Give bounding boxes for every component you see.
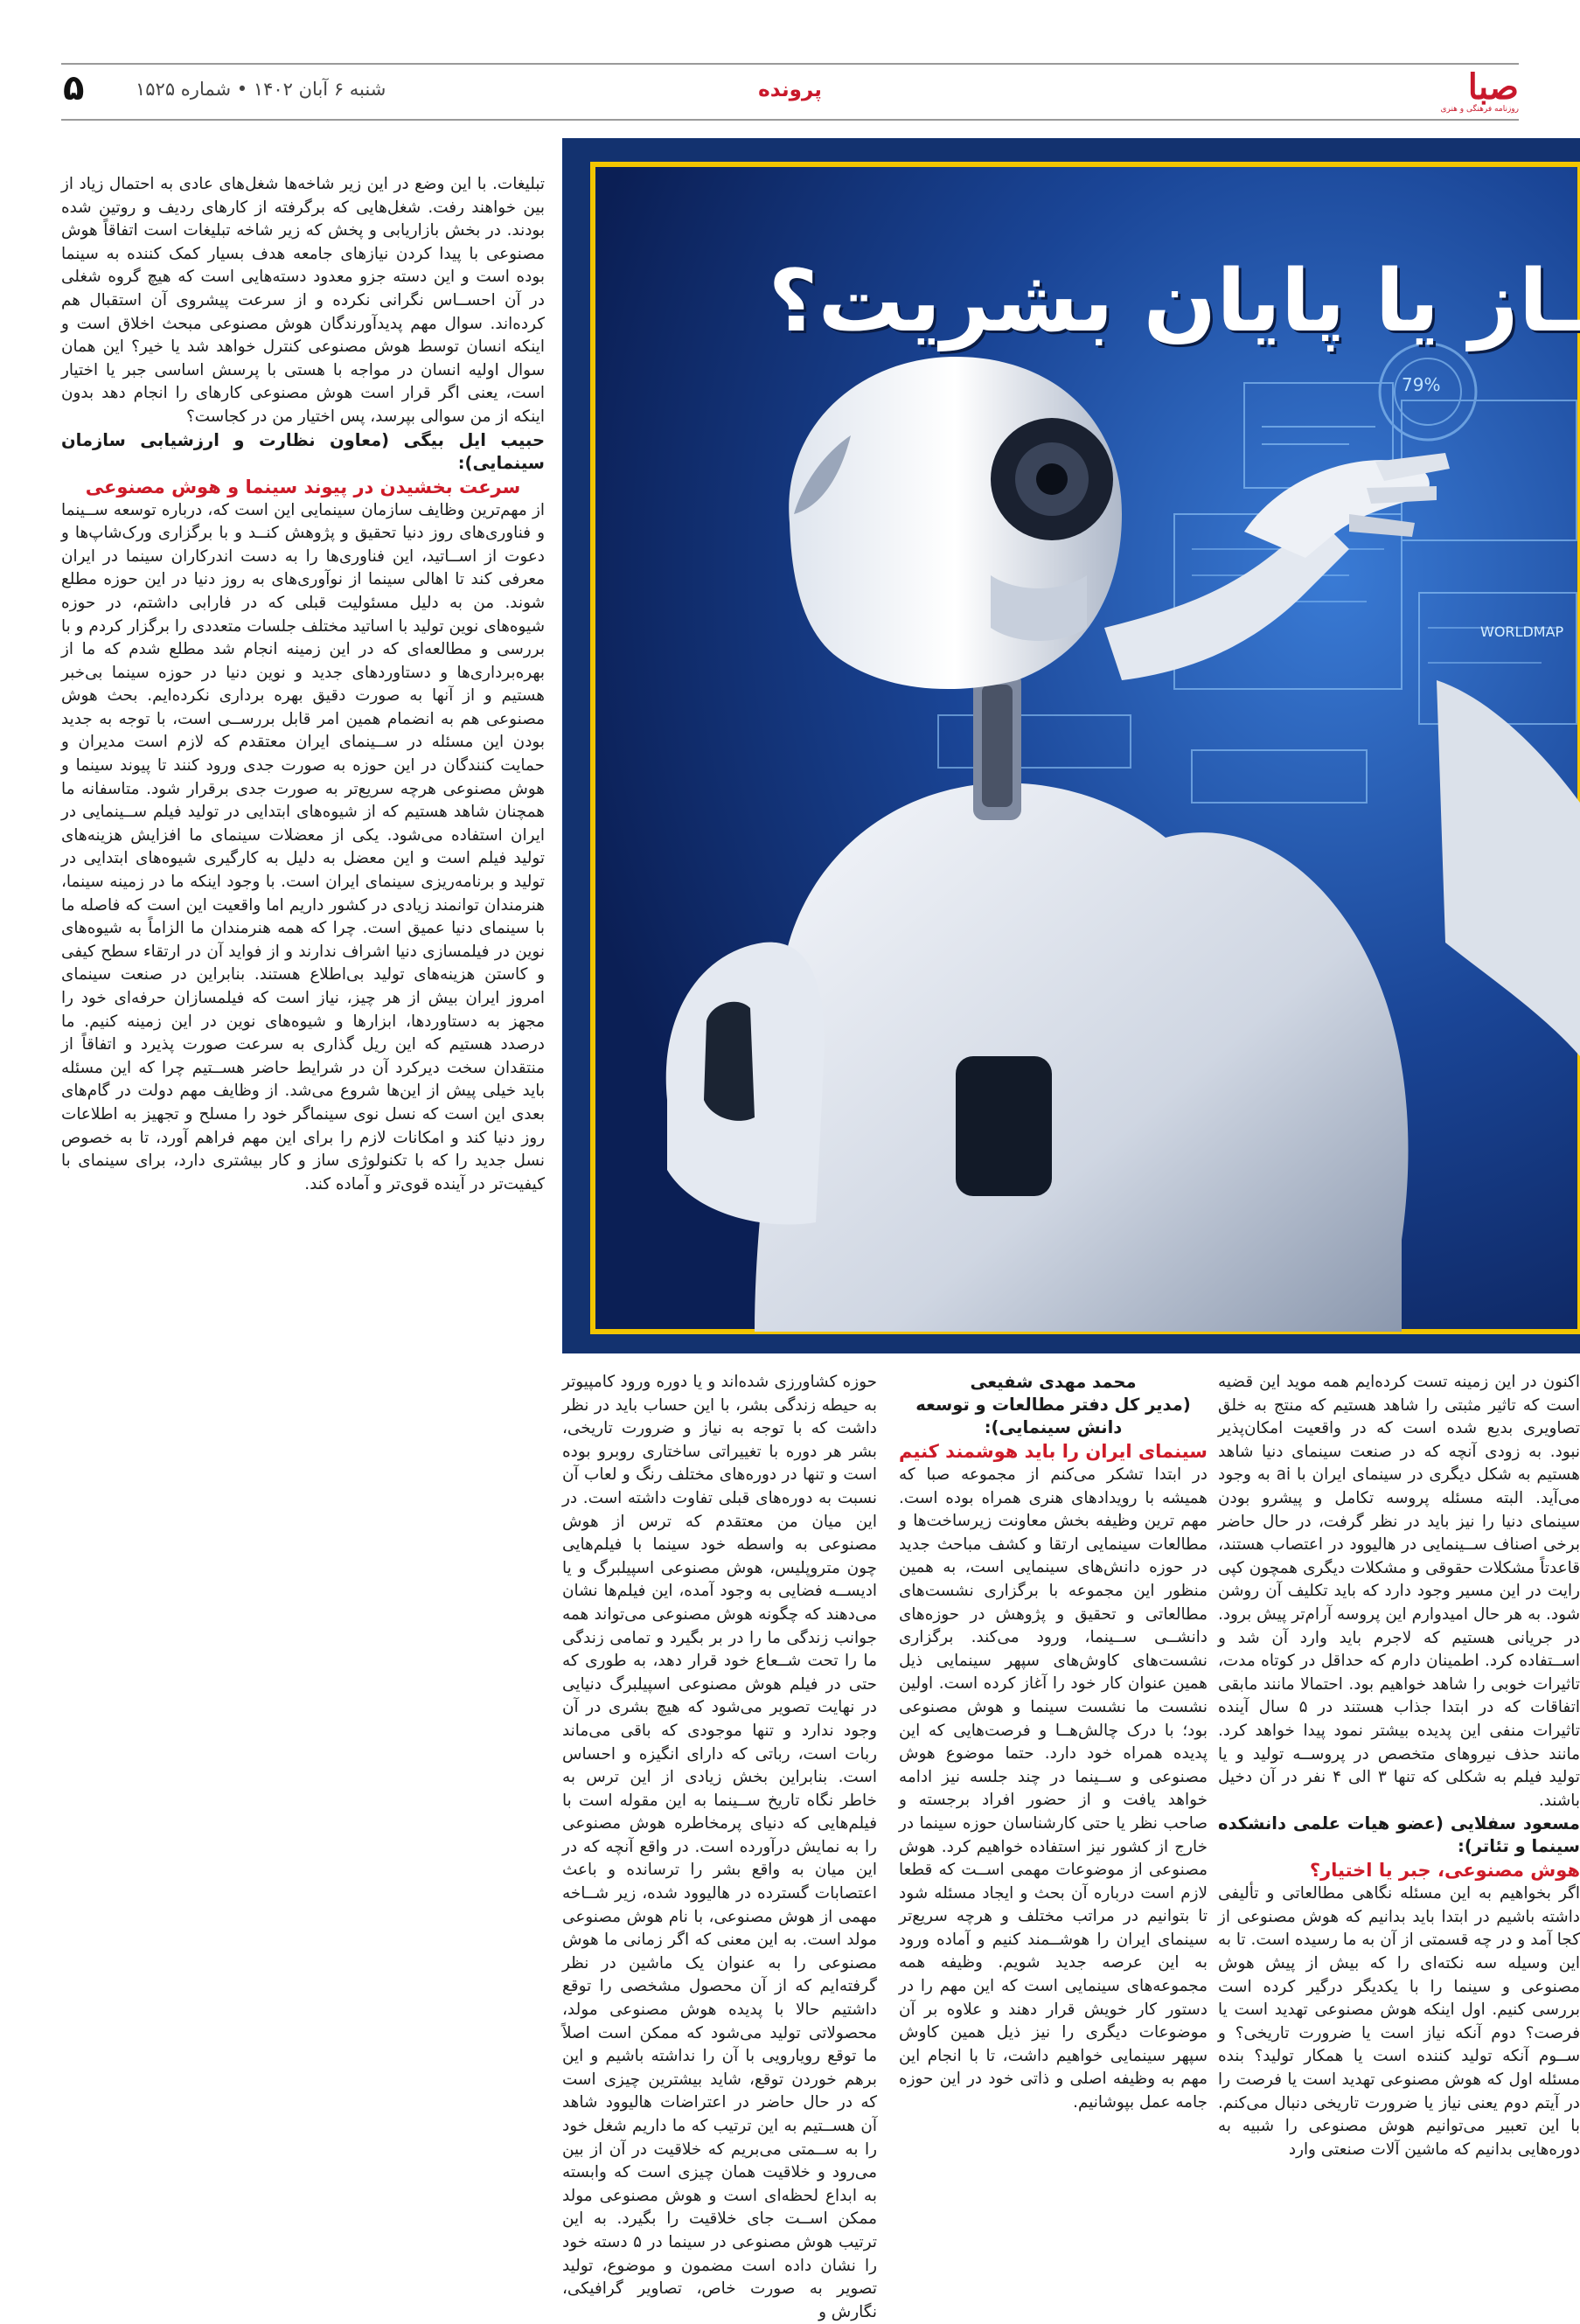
hologram-gauge: 79% <box>1402 374 1441 395</box>
logo-wordmark: صبا <box>1467 66 1519 108</box>
col3-author-role: (مدیر کل دفتر مطالعات و توسعه دانش سینمایی): <box>915 1395 1191 1437</box>
article-column-3 <box>899 1371 1208 2115</box>
col4-speaker: مسعود سفلایی (عضو هیات علمی دانشکده سینما و تئاتر): <box>1218 1813 1580 1857</box>
article-column-2 <box>562 1371 877 2324</box>
newspaper-logo <box>1396 66 1519 115</box>
col2-paragraph-1: حوزه کشاورزی شده‌اند و یا دوره ورود کامپیوتر به حیطه زندگی بشر، با این حساب باید در نظر داشت که با توجه به نیاز و ضرورت تاریخی، بشر هر دوره با تغییراتی ساختاری روبرو بوده است و تنها در دوره‌های مختلف رنگ و لعاب آن نسبت به دوره‌های قبلی تفاوت داشته است. در این میان من معتقدم که ترس از هوش مصنوعی به واسطه خود سینما با فیلم‌هایی چون متروپلیس، هوش مصنوعی اسپیلبرگ و یا ادیســه فضایی به وجود آمده، این فیلم‌ها نشان می‌دهند که چگونه هوش مصنوعی می‌تواند همه جوانب زندگی ما را در بر بگیرد و تمامی زندگی ما را تحت شــعاع خود قرار دهد، به طوری که حتی در فیلم هوش مصنوعی اسپیلبرگ دنیایی در نهایت تصویر می‌شود که هیچ بشری در آن وجود ندارد و تنها موجودی که باقی می‌ماند ربات است، رباتی که دارای انگیزه و احساس است. بنابراین بخش زیادی از این ترس به خاطر نگاه تاریخ ســینما به این مقوله است با فیلم‌هایی که دنیای پرمخاطره هوش مصنوعی را به نمایش درآورده است. در واقع آنچه که در این میان به واقع بشر را ترسانده و باعث اعتصابات گسترده در هالیوود شده، زیر شــاخه مهمی از هوش مصنوعی، با نام هوش مصنوعی مولد است. به این معنی که اگر زمانی ما هوش مصنوعی را به عنوان یک ماشین در نظر گرفته‌ایم که از آن محصول مشخصی را توقع داشتیم حالا با پدیده هوش مصنوعی مولد، محصولاتی تولید می‌شود که ممکن است اصلاً ما توقع رویارویی با آن را نداشته باشیم و این برهم خوردن توقع، شاید بیشترین چیزی است که در حال حاضر در اعتراضات هالیوود شاهد آن هســتیم به این ترتیب که ما داریم شغل خود را به ســمتی می‌بریم که خلاقیت در آن از بین می‌رود و خلاقیت همان چیزی است که وابسته به ابداع لحظه‌ای است و هوش مصنوعی مولد ممکن اســت جای خلاقیت را بگیرد. به این ترتیب هوش مصنوعی در سینما در ۵ دسته خود را نشان داده است مضمون و موضوع، تولید تصویر به صورت خاص، تصاویر گرافیکی، نگارش و <box>562 1373 877 2321</box>
col3-author-name: محمد مهدی شفیعی <box>970 1372 1137 1392</box>
article-column-1 <box>61 173 545 1196</box>
col4-paragraph-1: اکنون در این زمینه تست کرده‌ایم همه موید این قضیه است که تاثیر مثبتی را شاهد هستیم که منتج به خلق تصاویری بدیع شده است که در واقعیت امکان‌پذیر نبود. به زودی آنچه که در صنعت سینمای دنیا شاهد هستیم به شکل دیگری در سینمای ایران با ai به وجود می‌آید. البته مسئله پروسه تکامل و پیشرو بودن سینمای دنیا را نیز باید در نظر گرفت، در حال حاضر برخی اصناف ســینمایی در هالیوود در اعتصاب هستند، قاعدتاً مشکلات حقوقی و مشکلات دیگری همچون کپی رایت در این مسیر وجود دارد که باید تکلیف آن روشن شود. به هر حال امیدوارم این پروسه آرام‌تر پیش برود. در جریانی هستیم که لاجرم باید وارد آن شد و اســتفاده کرد. اطمینان دارم که حداقل در کوتاه مدت، تاثیرات خوبی را شاهد خواهیم بود. احتمالا مانند مابقی اتفاقات که در ابتدا جذاب هستند در ۵ سال آینده تاثیرات منفی این پدیده بیشتر نمود پیدا خواهد کرد. مانند حذف نیروهای متخصص در پروســه تولید و یا تولید فیلم به شکلی که تنها ۳ الی ۴ نفر در آن دخیل باشند. <box>1218 1373 1580 1810</box>
logo-subtitle: روزنامه فرهنگی و هنری <box>1440 105 1519 114</box>
col4-subtitle: هوش مصنوعی، جبر یا اختیار؟ <box>1309 1860 1580 1882</box>
col1-paragraph-2: از مهم‌ترین وظایف سازمان سینمایی این است که، درباره توسعه ســینما و فناوری‌های روز دنیا تحقیق و پژوهش کنــد و با برگزاری ورک‌شاپ‌ها و دعوت از اســاتید، این فناوری‌ها را به دست اندرکاران سینما در ایران معرفی کند تا اهالی سینما از نوآوری‌های به روز دنیا در این حوزه مطلع شوند. من به دلیل مسئولیت قبلی که در فارابی داشتم، در حوزه شیوه‌های نوین تولید با اساتید مختلف جلسات متعددی را برگزار کردم و با بررسی و مطالعه‌ای که در این زمینه انجام شد مطلع شدم که ما از بهره‌برداری‌ها و دستاوردهای جدید و نوین دنیا در حوزه سینما بی‌خبر هستیم و از آنها به صورت دقیق بهره برداری نکرده‌ایم. بحث هوش مصنوعی هم به انضمام همین امر قابل بررســی است، با توجه به جدید بودن این مسئله در ســینمای ایران معتقدم که لازم است مدیران و حمایت کنندگان در این حوزه به صورت جدی ورود کنند تا پیوند سینما و هوش مصنوعی هرچه سریع‌تر به صورت جدی برقرار شود. متاسفانه ما همچنان شاهد هستیم که از شیوه‌های ابتدایی در تولید فیلم ســینمایی در ایران استفاده می‌شود. یکی از معضلات سینمای ما افزایش هزینه‌های تولید فیلم است و این معضل به دلیل به کارگیری شیوه‌های ابتدایی در تولید و برنامه‌ریزی سینمای ایران است. با وجود اینکه ما در زمینه سینما، هنرمندان توانمند زیادی در کشور داریم اما واقعیت این است که فاصله ما با سینمای دنیا عمیق است. چرا که همه هنرمندان ما الزاماً به شیوه‌های نوین در فیلمسازی دنیا اشراف ندارند و از فواید آن در ارتقاء سطح کیفی و کاستن هزینه‌های تولید بی‌اطلاع هستند. بنابراین در صنعت سینمای امروز ایران بیش از هر چیز، نیاز است که فیلمسازان حرفه‌ای خود را مجهز به دستاوردها، ابزارها و شیوه‌های نوین در این زمینه کنیم. ما درصدد هستیم که این ریل گذاری به سرعت صورت پذیرد و اتفاقاً از منتقدان سخت دیرکرد آن در شرایط حاضر هســتیم چرا که این مسئله باید خیلی پیش از این‌ها شروع می‌شد. از وظایف مهم دولت در گام‌های بعدی این است که نسل نوی سینماگر خود را مسلح و تجهیز به اطلاعات روز دنیا کند و امکانات لازم را برای این مهم فراهم آورد، تا به خصوص نسل جدید را که با تکنولوژی ساز و کار بیشتری دارد، برای سینمای با کیفیت‌تر در آینده قوی‌تر و آماده کند. <box>61 500 545 1193</box>
col1-speaker: حبیب ایل بیگی (معاون نظارت و ارزشیابی سازمان سینمایی): <box>61 429 545 473</box>
col1-subtitle: سرعت بخشیدن در پیوند سینما و هوش مصنوعی <box>85 476 521 498</box>
section-title: پرونده <box>758 79 822 101</box>
page-header <box>61 63 1519 121</box>
col3-subtitle: سینمای ایران را باید هوشمند کنیم <box>899 1441 1208 1462</box>
col1-paragraph-1: تبلیغات. با این وضع در این زیر شاخه‌ها شغل‌های عادی به احتمال زیاد از بین خواهند رفت. شغل‌هایی که برگرفته از کارهای ردیف و روتین شده بودند. در بخش بازاریابی و پخش که زیر شاخه تبلیغات است اتفاقاً هوش مصنوعی با پیدا کردن نیازهای جامعه هدف بسیار کمک کننده به سینما بوده است و این دسته جزو معدود دسته‌هایی است که هیچ گروه شغلی در آن احســاس نگرانی نکرده و از سرعت پیشروی آن استقبال هم کرده‌اند. سوال مهم پدیدآورندگان هوش مصنوعی مبحث اخلاق است و اینکه انسان توسط هوش مصنوعی کنترل خواهد شد یا خیر؟ این همان سوال اولیه انسان در مواجه با هستی با پرسش اساسی جبر یا اختیار است، یعنی اگر قرار است هوش مصنوعی کارهای را انجام دهد بدون اینکه از من سوالی بپرسد، پس اختیار من در کجاست؟ <box>61 175 545 426</box>
col4-paragraph-2: اگر بخواهیم به این مسئله نگاهی مطالعاتی و تألیفی داشته باشیم در ابتدا باید بدانیم که هوش مصنوعی از کجا آمد و در چه قسمتی از آن به ما رسیده است. تا به این وسیله سه نکته‌ای را که بیش از پیش هوش مصنوعی و سینما را با یکدیگر درگیر کرده است بررسی کنیم. اول اینکه هوش مصنوعی تهدید است یا فرصت؟ دوم آنکه نیاز است یا ضرورت تاریخی؟ و ســوم آنکه تولید کننده است یا همکار تولید؟ بنده مسئله اول که هوش مصنوعی تهدید است یا فرصت را در آیتم دوم یعنی نیاز یا ضرورت تاریخی دنبال می‌کنم. با این تعبیر می‌توانیم هوش مصنوعی را شبیه به دوره‌هایی بدانیم که ماشین آلات صنعتی وارد <box>1218 1884 1580 2159</box>
feature-image <box>562 138 1580 1353</box>
article-column-4 <box>1218 1371 1580 2161</box>
page-number: ۵ <box>63 68 85 108</box>
feature-headline: ـاز یا پایان بشریت؟ <box>768 252 1580 351</box>
date-issue: شنبه ۶ آبان ۱۴۰۲ • شماره ۱۵۲۵ <box>136 79 386 100</box>
hologram-map-label: WORLDMAP <box>1480 623 1564 640</box>
col3-paragraph: در ابتدا تشکر می‌کنم از مجموعه صبا که همیشه با رویدادهای هنری همراه بوده است. مهم ترین وظیفه بخش معاونت زیرساخت‌ها و مطالعات سینمایی ارتقا و کشف مباحث جدید در حوزه دانش‌های سینمایی است، به همین منظور این مجموعه با برگزاری نشست‌های مطالعاتی و تحقیق و پژوهش در حوزه‌های دانشــی ســینما، ورود می‌کند. برگزاری نشست‌های کاوش‌های سپهر سینمایی ذیل همین عنوان کار خود را آغاز کرده است. اولین نشست ما نشست سینما و هوش مصنوعی بود؛ با درک چالش‌هــا و فرصت‌هایی که این پدیده همراه خود دارد. حتما موضوع هوش مصنوعی و ســینما در چند جلسه نیز ادامه خواهد یافت و از حضور افراد برجسته و صاحب نظر یا حتی کارشناسان حوزه سینما در خارج از کشور نیز استفاده خواهیم کرد. هوش مصنوعی از موضوعات مهمی اســت که قطعا لازم است درباره آن بحث و ایجاد مسئله شود تا بتوانیم در مراتب مختلف و هرچه سریع‌تر سینمای ایران را هوشــمند کنیم و آماده ورود به این عرصه جدید شویم. وظیفه همه مجموعه‌های سینمایی است که این مهم را در دستور کار خویش قرار دهند و علاوه بر آن موضوعات دیگری را نیز ذیل همین کاوش سپهر سینمایی خواهیم داشت، تا با انجام این مهم به وظیفه اصلی و ذاتی خود در این حوزه جامه عمل بپوشانیم. <box>899 1465 1208 2112</box>
